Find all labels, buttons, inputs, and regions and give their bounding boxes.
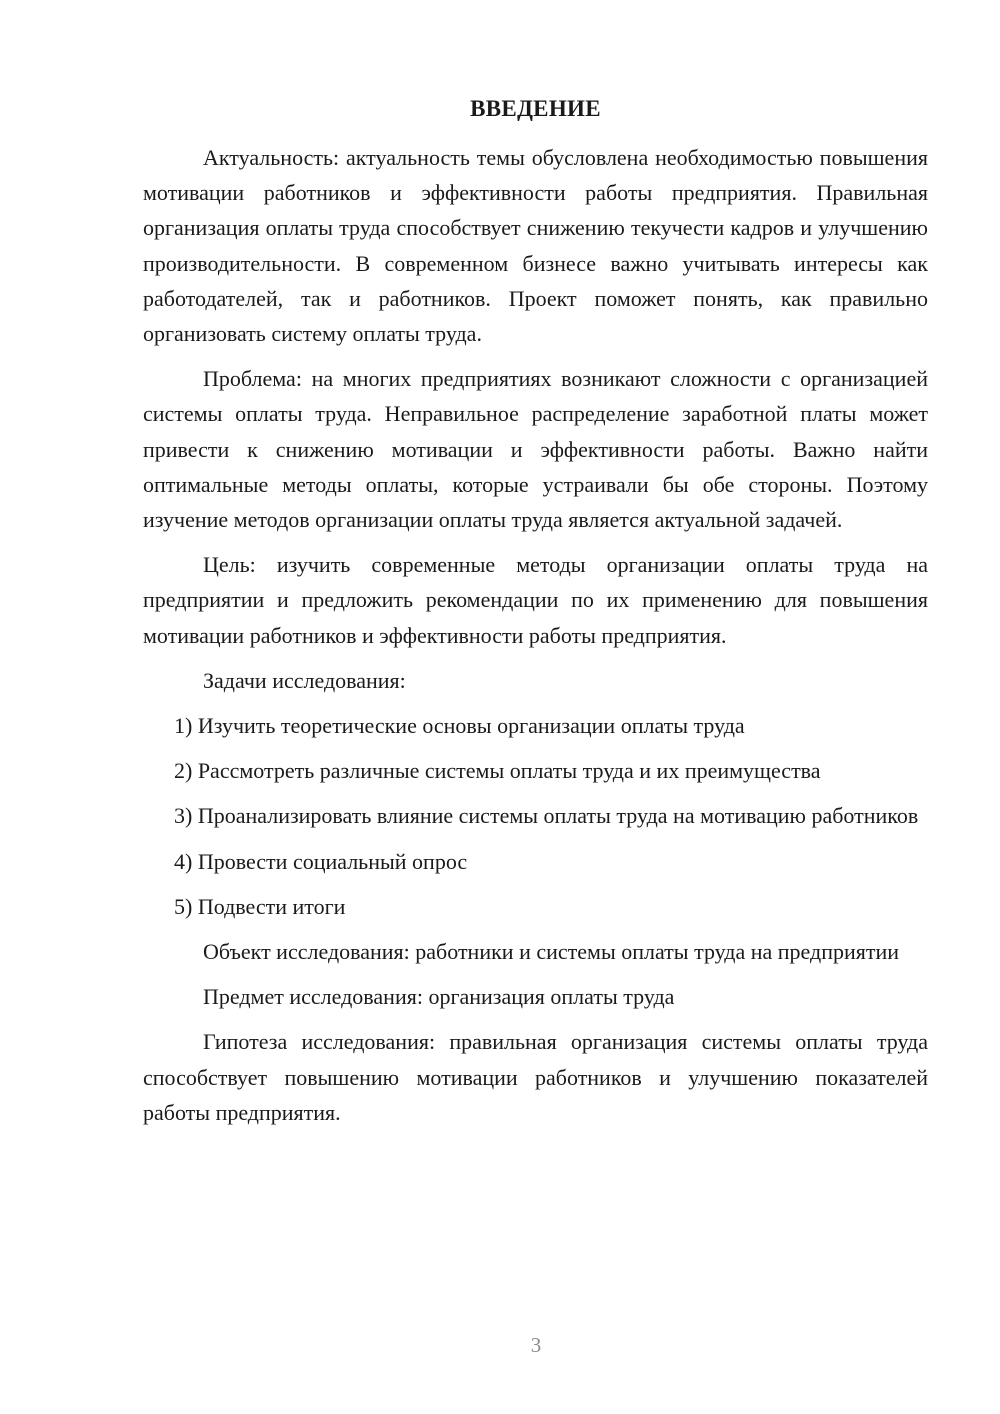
document-page <box>143 94 928 1140</box>
paragraph-goal: Цель: изучить современные методы организации оплаты труда на предприятии и предложить рекомендации по их применению для повышения мотивации работников и эффективности работы предприятия. <box>143 552 928 648</box>
paragraph-object: Объект исследования: работники и системы оплаты труда на предприятии <box>203 939 900 965</box>
list-item: 5) Подвести итоги <box>174 893 346 919</box>
page-title: ВВЕДЕНИЕ <box>470 96 601 121</box>
tasks-title: Задачи исследования: <box>203 667 406 693</box>
page-number: 3 <box>530 1333 542 1357</box>
paragraph-problem: Проблема: на многих предприятиях возникают сложности с организацией системы оплаты труда. Неправильное распределение заработной платы может привести к снижению мотивации и эффективности работы. Важно найти оптимальные методы оплаты, которые устраивали бы обе стороны. Поэтому изучение методов организации оплаты труда является актуальной задачей. <box>143 366 928 533</box>
paragraph-subject: Предмет исследования: организация оплаты труда <box>203 984 675 1010</box>
list-item: 1) Изучить теоретические основы организации оплаты труда <box>174 713 745 739</box>
paragraph-hypothesis: Гипотеза исследования: правильная организация системы оплаты труда способствует повышению мотивации работников и улучшению показателей работы предприятия. <box>143 1029 928 1125</box>
tasks-list <box>143 708 928 924</box>
list-item: 4) Провести социальный опрос <box>174 848 468 874</box>
list-item: 3) Проанализировать влияние системы оплаты труда на мотивацию работников <box>174 803 919 829</box>
paragraph-relevance: Актуальность: актуальность темы обусловлена необходимостью повышения мотивации работников и эффективности работы предприятия. Правильная организация оплаты труда способствует снижению текучести кадров и улучшению производительности. В современном бизнесе важно учитывать интересы как работодателей, так и работников. Проект поможет понять, как правильно организовать систему оплаты труда. <box>143 145 928 347</box>
list-item: 2) Рассмотреть различные системы оплаты труда и их преимущества <box>174 758 821 784</box>
